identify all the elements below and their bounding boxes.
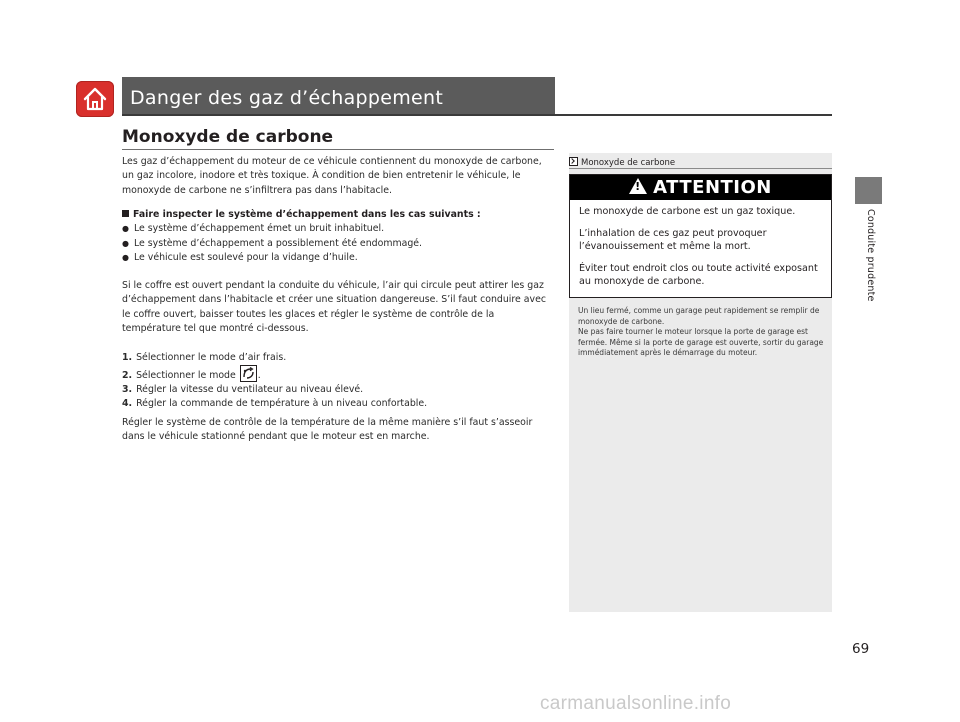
sidebar-reference-title: Monoxyde de carbone [581,158,676,168]
sidebar-divider [569,168,832,169]
steps-list [122,351,554,411]
inspection-heading [122,209,481,220]
final-paragraph: Régler le système de contrôle de la température de la même manière s’il faut s’asseoir dans le véhicule stationné pendant que le moteur est en marche. [122,417,533,443]
step-item: 3. Régler la vitesse du ventilateur au niveau élevé. [122,383,364,395]
section-divider [122,149,554,150]
home-icon [82,86,108,112]
section-title: Monoxyde de carbone [122,127,334,147]
trunk-paragraph: Si le coffre est ouvert pendant la conduite du véhicule, l’air qui circule peut attirer les gaz d’échappement dans l’habitacle et créer une situation dangereuse. S’il faut conduire avec le coffre ouvert, baisser toutes les glaces et régler le système de contrôle de la température tel que montré ci-dessous. [122,280,547,334]
warning-triangle-icon [629,178,647,194]
attention-box [569,174,832,298]
chapter-tab[interactable] [855,177,882,204]
attention-line: Le monoxyde de carbone est un gaz toxique. [579,206,796,217]
chapter-tab-label: Conduite prudente [865,209,876,302]
sidebar-note: Un lieu fermé, comme un garage peut rapidement se remplir de monoxyde de carbone. Ne pas faire tourner le moteur lorsque la porte de garage est fermée. Même si la porte de garage est ouverte, sortir du garage immédiatement après le démarrage du moteur. [578,306,824,358]
list-item: ● Le système d’échappement a possiblement été endommagé. [122,237,554,252]
attention-line: L’inhalation de ces gaz peut provoquer l’évanouissement et même la mort. [579,227,767,253]
recirculation-mode-icon [240,365,257,382]
title-divider [122,114,832,116]
watermark: carmanualsonline.info [540,693,732,714]
list-item: ● Le véhicule est soulevé pour la vidange d’huile. [122,251,554,266]
step-item: 2. Sélectionner le mode . [122,365,554,383]
attention-heading: ATTENTION [653,177,772,198]
inspection-heading-text: Faire inspecter le système d’échappement dans les cas suivants : [133,209,481,220]
home-button[interactable] [76,81,114,117]
title-bar [122,77,555,114]
attention-body [570,200,831,289]
page-number: 69 [852,641,870,657]
attention-header [570,175,831,200]
page-title: Danger des gaz d’échappement [130,87,444,109]
sidebar-reference[interactable] [569,157,675,168]
step-item: 4. Régler la commande de température à un niveau confortable. [122,397,428,409]
reference-arrow-icon [569,157,578,166]
intro-paragraph: Les gaz d’échappement du moteur de ce véhicule contiennent du monoxyde de carbone, un gaz incolore, inodore et très toxique. À condition de bien entretenir le véhicule, le monoxyde de carbone ne s’infiltrera pas dans l’habitacle. [122,156,542,196]
inspection-list [122,222,554,266]
square-bullet-icon [122,210,129,217]
attention-line: Éviter tout endroit clos ou toute activité exposant au monoxyde de carbone. [579,262,818,288]
step-item: 1. Sélectionner le mode d’air frais. [122,352,287,363]
list-item: ● Le système d’échappement émet un bruit inhabituel. [122,222,554,237]
